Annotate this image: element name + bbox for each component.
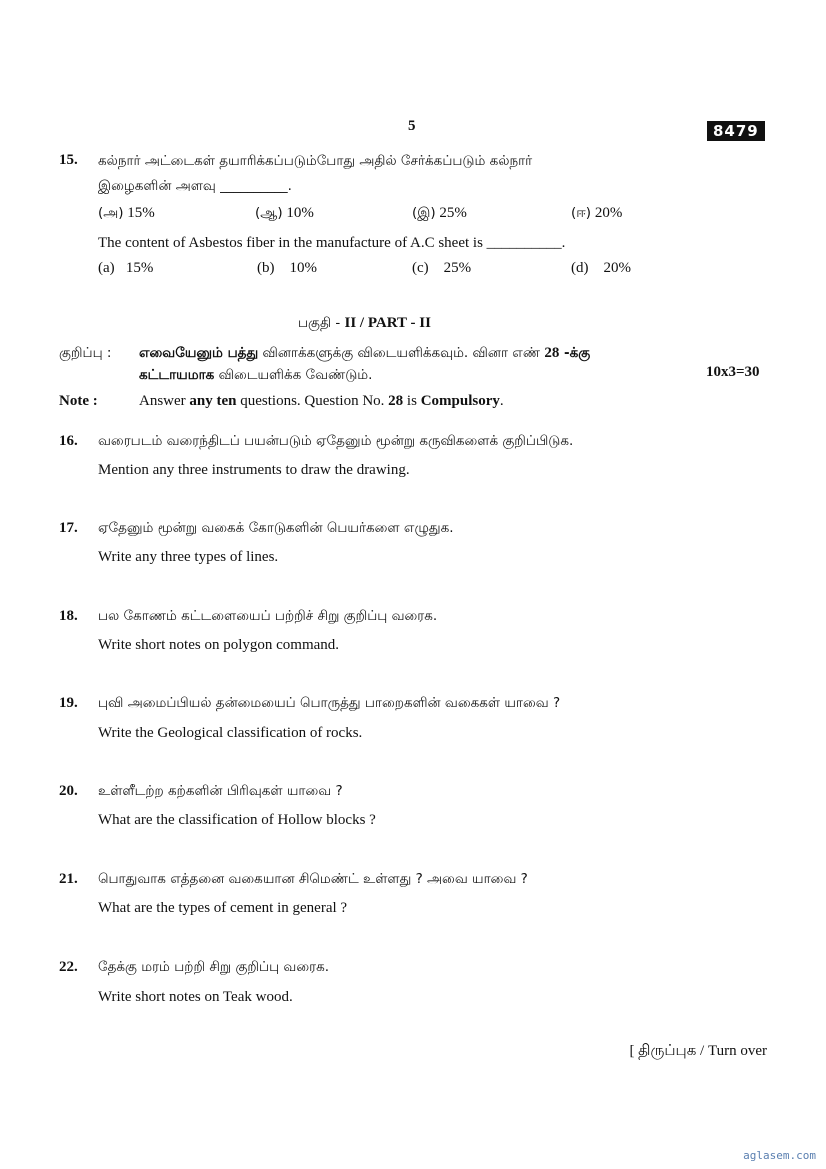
note-english-text bbox=[139, 393, 504, 410]
note-tamil-line2 bbox=[139, 367, 372, 385]
option-value: 10% bbox=[286, 205, 314, 221]
question-english-text: The content of Asbestos fiber in the manufacture of A.C sheet is __________. bbox=[98, 235, 566, 251]
note-tamil-text: வினாக்களுக்கு விடையளிக்கவும். வினா எண் bbox=[258, 345, 545, 361]
question-tamil-text: வரைபடம் வரைந்திடப் பயன்படும் ஏதேனும் மூன்று கருவிகளைக் குறிப்பிடுக. bbox=[98, 433, 574, 449]
option-value: 20% bbox=[603, 260, 631, 276]
option-d-english bbox=[571, 260, 631, 277]
note-tamil-text: -க்கு bbox=[559, 345, 591, 361]
footer-watermark: aglasem.com bbox=[743, 1149, 816, 1162]
question-tamil-text: ஏதேனும் மூன்று வகைக் கோடுகளின் பெயர்களை எழுதுக. bbox=[98, 520, 454, 536]
note-tamil-number: 28 bbox=[544, 345, 560, 361]
part-heading-roman: II / PART - II bbox=[344, 315, 431, 331]
question-english-text: Write short notes on polygon command. bbox=[98, 637, 340, 653]
question-tamil-text: உள்ளீடற்ற கற்களின் பிரிவுகள் யாவை ? bbox=[98, 783, 343, 799]
note-en-text: . bbox=[499, 393, 504, 409]
question-english-text: Write short notes on Teak wood. bbox=[98, 989, 293, 1005]
note-en-text: Answer bbox=[139, 393, 190, 409]
option-a-english bbox=[98, 260, 153, 277]
question-tamil-text: தேக்கு மரம் பற்றி சிறு குறிப்பு வரைக. bbox=[98, 959, 330, 975]
option-value: 25% bbox=[439, 205, 467, 221]
question-number: 22. bbox=[59, 959, 78, 975]
option-label: (இ) bbox=[412, 205, 436, 221]
option-value: 15% bbox=[125, 260, 154, 276]
option-b-tamil bbox=[255, 205, 314, 223]
question-number: 20. bbox=[59, 783, 78, 799]
question-tamil-text: இழைகளின் அளவு __________. bbox=[98, 178, 292, 194]
option-label: (c) bbox=[412, 260, 429, 276]
option-d-tamil bbox=[571, 205, 622, 223]
option-c-english bbox=[412, 260, 471, 277]
note-tamil-line1 bbox=[139, 345, 590, 363]
option-value: 20% bbox=[594, 205, 623, 221]
option-label: (ஈ) bbox=[571, 205, 592, 221]
question-tamil-text: கல்நார் அட்டைகள் தயாரிக்கப்படும்போது அதில் சேர்க்கப்படும் கல்நார் bbox=[98, 153, 533, 169]
question-number: 15. bbox=[59, 152, 78, 168]
note-label-tamil: குறிப்பு : bbox=[59, 345, 112, 361]
question-number: 17. bbox=[59, 520, 78, 536]
question-tamil-text: பல கோணம் கட்டளையைப் பற்றிச் சிறு குறிப்பு வரைக. bbox=[98, 608, 438, 624]
option-c-tamil bbox=[412, 205, 467, 223]
option-value: 15% bbox=[127, 205, 155, 221]
question-tamil-text: பொதுவாக எத்தனை வகையான சிமெண்ட் உள்ளது ? அவை யாவை ? bbox=[98, 871, 528, 887]
option-label: (d) bbox=[571, 260, 589, 276]
question-english-text: Write any three types of lines. bbox=[98, 549, 279, 565]
note-tamil-text: விடையளிக்க வேண்டும். bbox=[214, 367, 373, 383]
part-heading bbox=[298, 312, 431, 333]
paper-code-badge: 8479 bbox=[707, 121, 765, 141]
question-tamil-text: புவி அமைப்பியல் தன்மையைப் பொருத்து பாறைகளின் வகைகள் யாவை ? bbox=[98, 695, 561, 711]
option-label: (a) bbox=[98, 260, 115, 276]
option-a-tamil bbox=[98, 205, 155, 223]
question-english-text: What are the types of cement in general ? bbox=[98, 900, 348, 916]
question-number: 18. bbox=[59, 608, 78, 624]
turn-over-note: [ திருப்புக / Turn over bbox=[629, 1043, 767, 1059]
question-number: 19. bbox=[59, 695, 78, 711]
question-number: 16. bbox=[59, 433, 78, 449]
option-label: (b) bbox=[257, 260, 275, 276]
page-number: 5 bbox=[408, 118, 416, 134]
note-tamil-emphasis: கட்டாயமாக bbox=[139, 367, 215, 383]
part-heading-tamil: பகுதி - bbox=[298, 315, 345, 331]
note-en-text: questions. Question No. bbox=[236, 393, 389, 409]
question-english-text: Write the Geological classification of rocks. bbox=[98, 725, 363, 741]
question-number: 21. bbox=[59, 871, 78, 887]
note-en-emphasis: any ten bbox=[189, 393, 237, 409]
question-english-text: Mention any three instruments to draw the drawing. bbox=[98, 462, 410, 478]
note-en-text: is bbox=[403, 393, 421, 409]
option-label: (அ) bbox=[98, 205, 124, 221]
note-label-english: Note : bbox=[59, 393, 98, 409]
option-value: 25% bbox=[443, 260, 472, 276]
note-en-emphasis: Compulsory bbox=[420, 393, 500, 409]
note-tamil-emphasis: எவையேனும் பத்து bbox=[139, 345, 259, 361]
option-b-english bbox=[257, 260, 317, 277]
option-label: (ஆ) bbox=[255, 205, 283, 221]
question-english-text: What are the classification of Hollow blocks ? bbox=[98, 812, 376, 828]
option-value: 10% bbox=[289, 260, 317, 276]
note-en-emphasis: 28 bbox=[388, 393, 404, 409]
marks-allocation: 10x3=30 bbox=[706, 364, 760, 380]
